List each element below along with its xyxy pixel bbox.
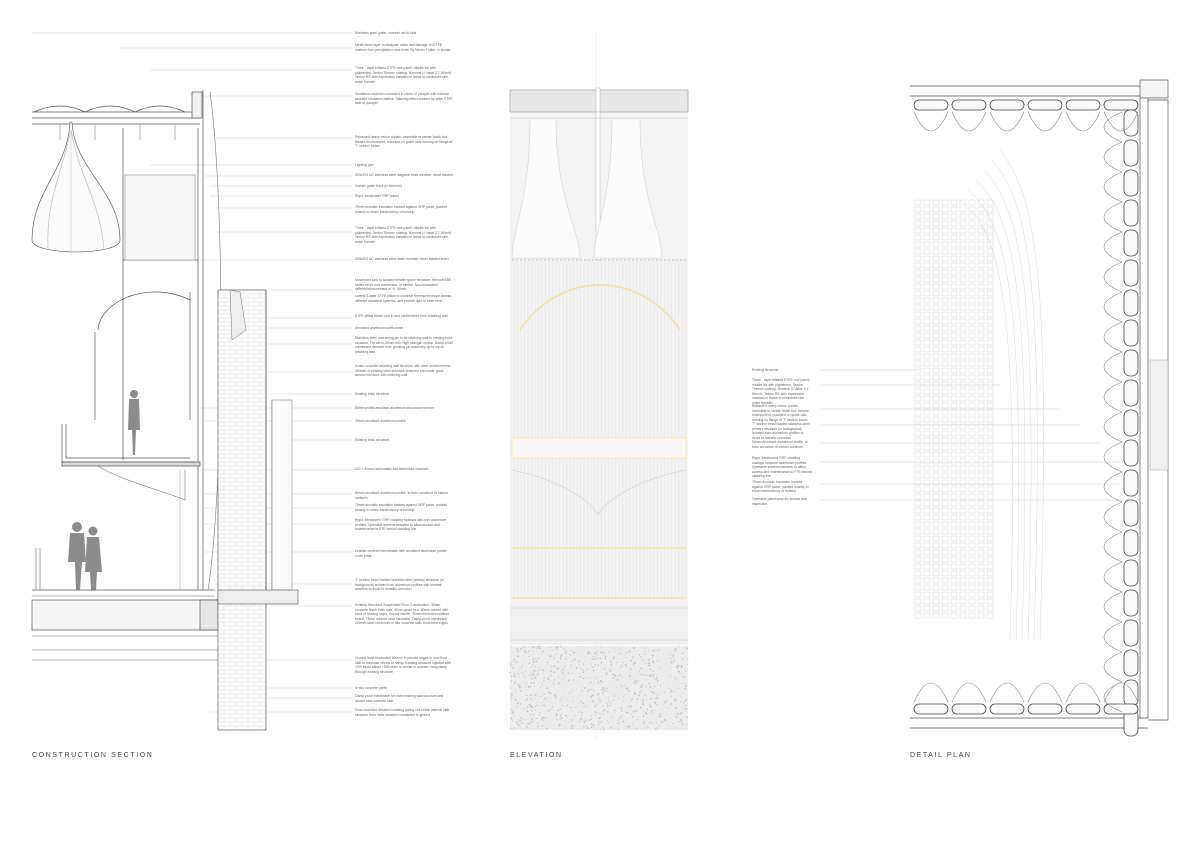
plan-interior [915, 150, 1044, 640]
section-note: Stainless steel restraining pin to tie retaining wall to existing brick structure. Pin set in 25mm min. high strength mortar. Damp-proof membrane dressed over grouting pin assembly up to top of retaining wall [355, 336, 453, 354]
section-note: Retracted heavy velour curtain, lowerable to create 'black box' theatre environment, mounted on guide rails running on flange of 'T' section beam [355, 135, 453, 149]
plan-cushions [914, 100, 1138, 736]
section-note: Three - layer inflated ETFE roof panel, middle foil with pigmented, Texlon Thermo coating. Nominal U-Value 2.7 W/m²K. Texlon RS-skin expression installed in frame to minimises rain noise transfer. [355, 66, 453, 84]
section-note: Existing brick structure [355, 438, 390, 442]
section-note: Lateral 3-layer ETFE pillow to continue thermal envelope across different structural systems, and provide light to inner level [355, 294, 452, 303]
section-note: Lighting grid [355, 163, 374, 167]
plan-note: Three - layer inflated ETFE roof panel, middle foil with pigmented, Texlon Thermo coating. Nominal U-Value 2.7 W/m²K. Texlon RS-skin expression installed in frame to minimises rain noise transfer. [752, 378, 810, 405]
section-note: 203x203 UC stainless steel diagonal truss member, bead blasted [355, 173, 453, 177]
section-note: Three - layer inflated ETFE roof panel, middle foil with pigmented, Texlon Thermo coating. Nominal U-Value 2.7 W/m²K. Texlon RS-skin expression installed in frame to minimises rain noise transfer. [355, 226, 453, 244]
section-note: 80mm profile anodised aluminium structural member [355, 406, 434, 410]
plan-note: Rigid, translucent GRP cladding scallops between aluminium profiles. Openable screens between to allow access and maintenance to FTE behind cladding line [752, 456, 812, 479]
section-title: CONSTRUCTION SECTION [32, 752, 154, 759]
section-note: Metal mesh layer to dissipate noise and damage on ETFE cushion from precipitation and birds. By Vector Foiltec or similar [355, 43, 451, 52]
section-note: Rigid, translucent GRP panel [355, 194, 399, 198]
plan-note: 50mm Anodised aluminium profile, to form curvature of interior surfaces [752, 440, 808, 449]
plan-title: DETAIL PLAN [910, 752, 972, 759]
section-note: ETFE pillow frame cast in and cantilevered from retaining wall [355, 314, 448, 318]
plan-note: 'T' section bead blasted stainless steel primary structure (in background) isolated from aluminium profiles to avoid bi-metallic corrosion [752, 422, 810, 440]
section-note: Ground level excavated 500mm in precise edges to new floor slab to minimise effects of damp. Existing structure injected with 10% liquid silicon / DIB resin or similar to counter rising damp through existing structure [355, 656, 451, 674]
section-note: 75mm acoustic insulation backed against GRP panel, packed loosely to retain translucency of buildup [355, 205, 448, 214]
plan-annotation-list [752, 0, 872, 740]
section-note: 50mm anodised aluminium profile, to form curvature of interior surfaces [355, 491, 449, 500]
section-note: Ventilation channel concealed in return of parapet with internal acoustic insulation baffles. Stacking effect created by outer ETFE face of parapet. [355, 92, 453, 106]
section-note: Existing Structural Suspended Floor Construction: 35mm concrete finish brick slab, 40mm grout bed, 80mm screed with rows of heating loops, Vapour barrier, 30mm thermal insulation board, 75mm mineral wool insulation, Damp-proof membrane, 230mm steel reinforced in situ concrete slab, thickened edges [355, 603, 449, 626]
section-note: Floor mounted vibration isolating spring coil whole internal slab structure from main structure connected to ground [355, 708, 450, 717]
section-note: In-situ concrete retaining wall structure with steel reinforcement. 300mm of existing brick structure removed and made good around interface with retaining wall [355, 364, 451, 378]
section-note: Damp proof membrane run over existing wall structure and across new concrete slab [355, 694, 444, 703]
section-note: 20mm anodised aluminium profile [355, 419, 406, 423]
section-note: Curtain guide track (in Anterior) [355, 184, 402, 188]
section-note: Movement joint to isolated theatre space structure. Hensoft EBS series set in roof connection, or similar. Accommodates differential movement of +/- 50mm [355, 278, 452, 292]
section-note: Stainless steel gutter, channel set to falls [355, 31, 417, 35]
section-note: Anodised aluminium soffit plane [355, 326, 403, 330]
plan-note: Retracted heavy velour curtain, lowerable to create 'black box' theatre environment, mounted on guide rails running on flange of 'T' section beam [752, 404, 809, 422]
section-note: Rigid, translucent GRP cladding scallops laid over aluminium profiles. Openable screens between to allow access and maintenance to FTE behind cladding line [355, 518, 447, 532]
section-note: 'T' section bead blasted stainless steel primary structure (in background) isolated from aluminium profiles with bimetal washers to avoid bi-metallic corrosion [355, 578, 444, 592]
section-note: 120 x 30mm horizontally laid aluminium channels [355, 467, 429, 471]
plan-note: Existing structure [752, 368, 779, 372]
section-annotation-list [355, 0, 455, 740]
plan-note: 75mm Acoustic insulation backed against GRP panel, packed loosely to retain translucency of buildup [752, 480, 809, 494]
section-note: Leather covered benchmade with anodised aluminium profile cover plate [355, 549, 447, 558]
elevation-title: ELEVATION [510, 752, 563, 759]
plan-note: Openable panel/door for access and inspection [752, 497, 807, 506]
section-note: 75mm acoustic insulation backed against GRP panel, packed loosely to retain translucency of buildup [355, 503, 448, 512]
section-note: In situ concrete plinth [355, 686, 388, 690]
plan-scallops [914, 112, 1138, 712]
section-note: 203x203 UC stainless steel lower member, bead blasted finish [355, 257, 449, 261]
section-note: Existing brick structure [355, 392, 390, 396]
